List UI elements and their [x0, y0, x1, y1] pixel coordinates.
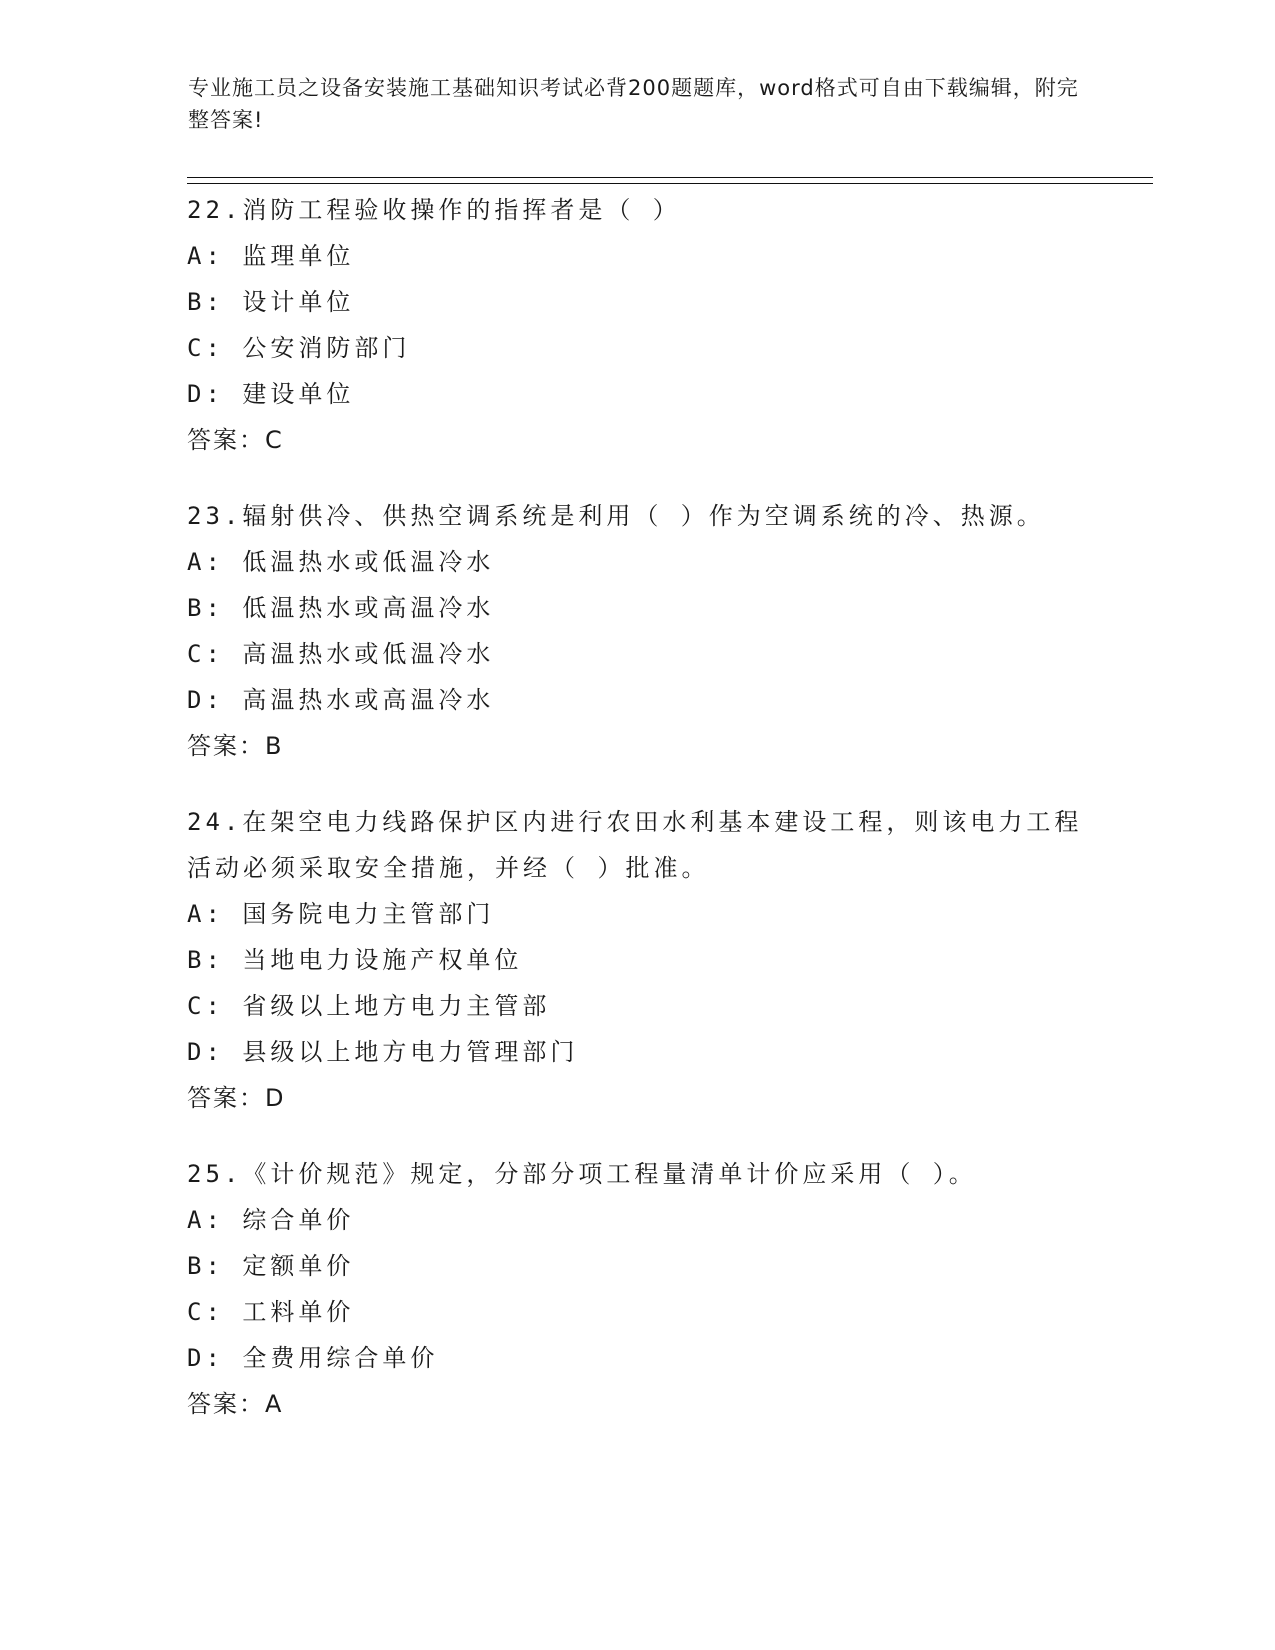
option-a: A: 国务院电力主管部门 [187, 900, 495, 928]
answer: 答案：A [187, 1390, 284, 1418]
answer: 答案：B [187, 732, 284, 760]
option-b: B: 低温热水或高温冷水 [187, 594, 495, 622]
option-d: D: 县级以上地方电力管理部门 [187, 1038, 579, 1066]
question-22 [187, 187, 1087, 463]
question-25 [187, 1151, 1087, 1427]
option-d: D: 全费用综合单价 [187, 1344, 439, 1372]
option-a: A: 低温热水或低温冷水 [187, 548, 495, 576]
question-stem: 23.辐射供冷、供热空调系统是利用（ ）作为空调系统的冷、热源。 [187, 502, 1045, 530]
option-c: C: 工料单价 [187, 1298, 355, 1326]
option-a: A: 综合单价 [187, 1206, 355, 1234]
question-list [187, 187, 1087, 1457]
question-stem: 22.消防工程验收操作的指挥者是（ ） [187, 196, 681, 224]
question-23 [187, 493, 1087, 769]
option-b: B: 当地电力设施产权单位 [187, 946, 523, 974]
question-stem: 24.在架空电力线路保护区内进行农田水利基本建设工程，则该电力工程活动必须采取安全措施，并经（ ）批准。 [187, 808, 1083, 882]
option-d: D: 高温热水或高温冷水 [187, 686, 495, 714]
option-c: C: 高温热水或低温冷水 [187, 640, 495, 668]
option-b: B: 设计单位 [187, 288, 355, 316]
option-a: A: 监理单位 [187, 242, 355, 270]
answer: 答案：D [187, 1084, 286, 1112]
option-c: C: 省级以上地方电力主管部 [187, 992, 551, 1020]
option-c: C: 公安消防部门 [187, 334, 411, 362]
option-b: B: 定额单价 [187, 1252, 355, 1280]
question-24 [187, 799, 1087, 1121]
option-d: D: 建设单位 [187, 380, 355, 408]
question-stem: 25.《计价规范》规定，分部分项工程量清单计价应采用（ ）。 [187, 1160, 977, 1188]
header-rule-top [187, 177, 1153, 178]
document-header: 专业施工员之设备安装施工基础知识考试必背200题题库，word格式可自由下载编辑，附完整答案! [188, 76, 1079, 132]
header-rule-bottom [187, 183, 1153, 184]
answer: 答案：C [187, 426, 284, 454]
